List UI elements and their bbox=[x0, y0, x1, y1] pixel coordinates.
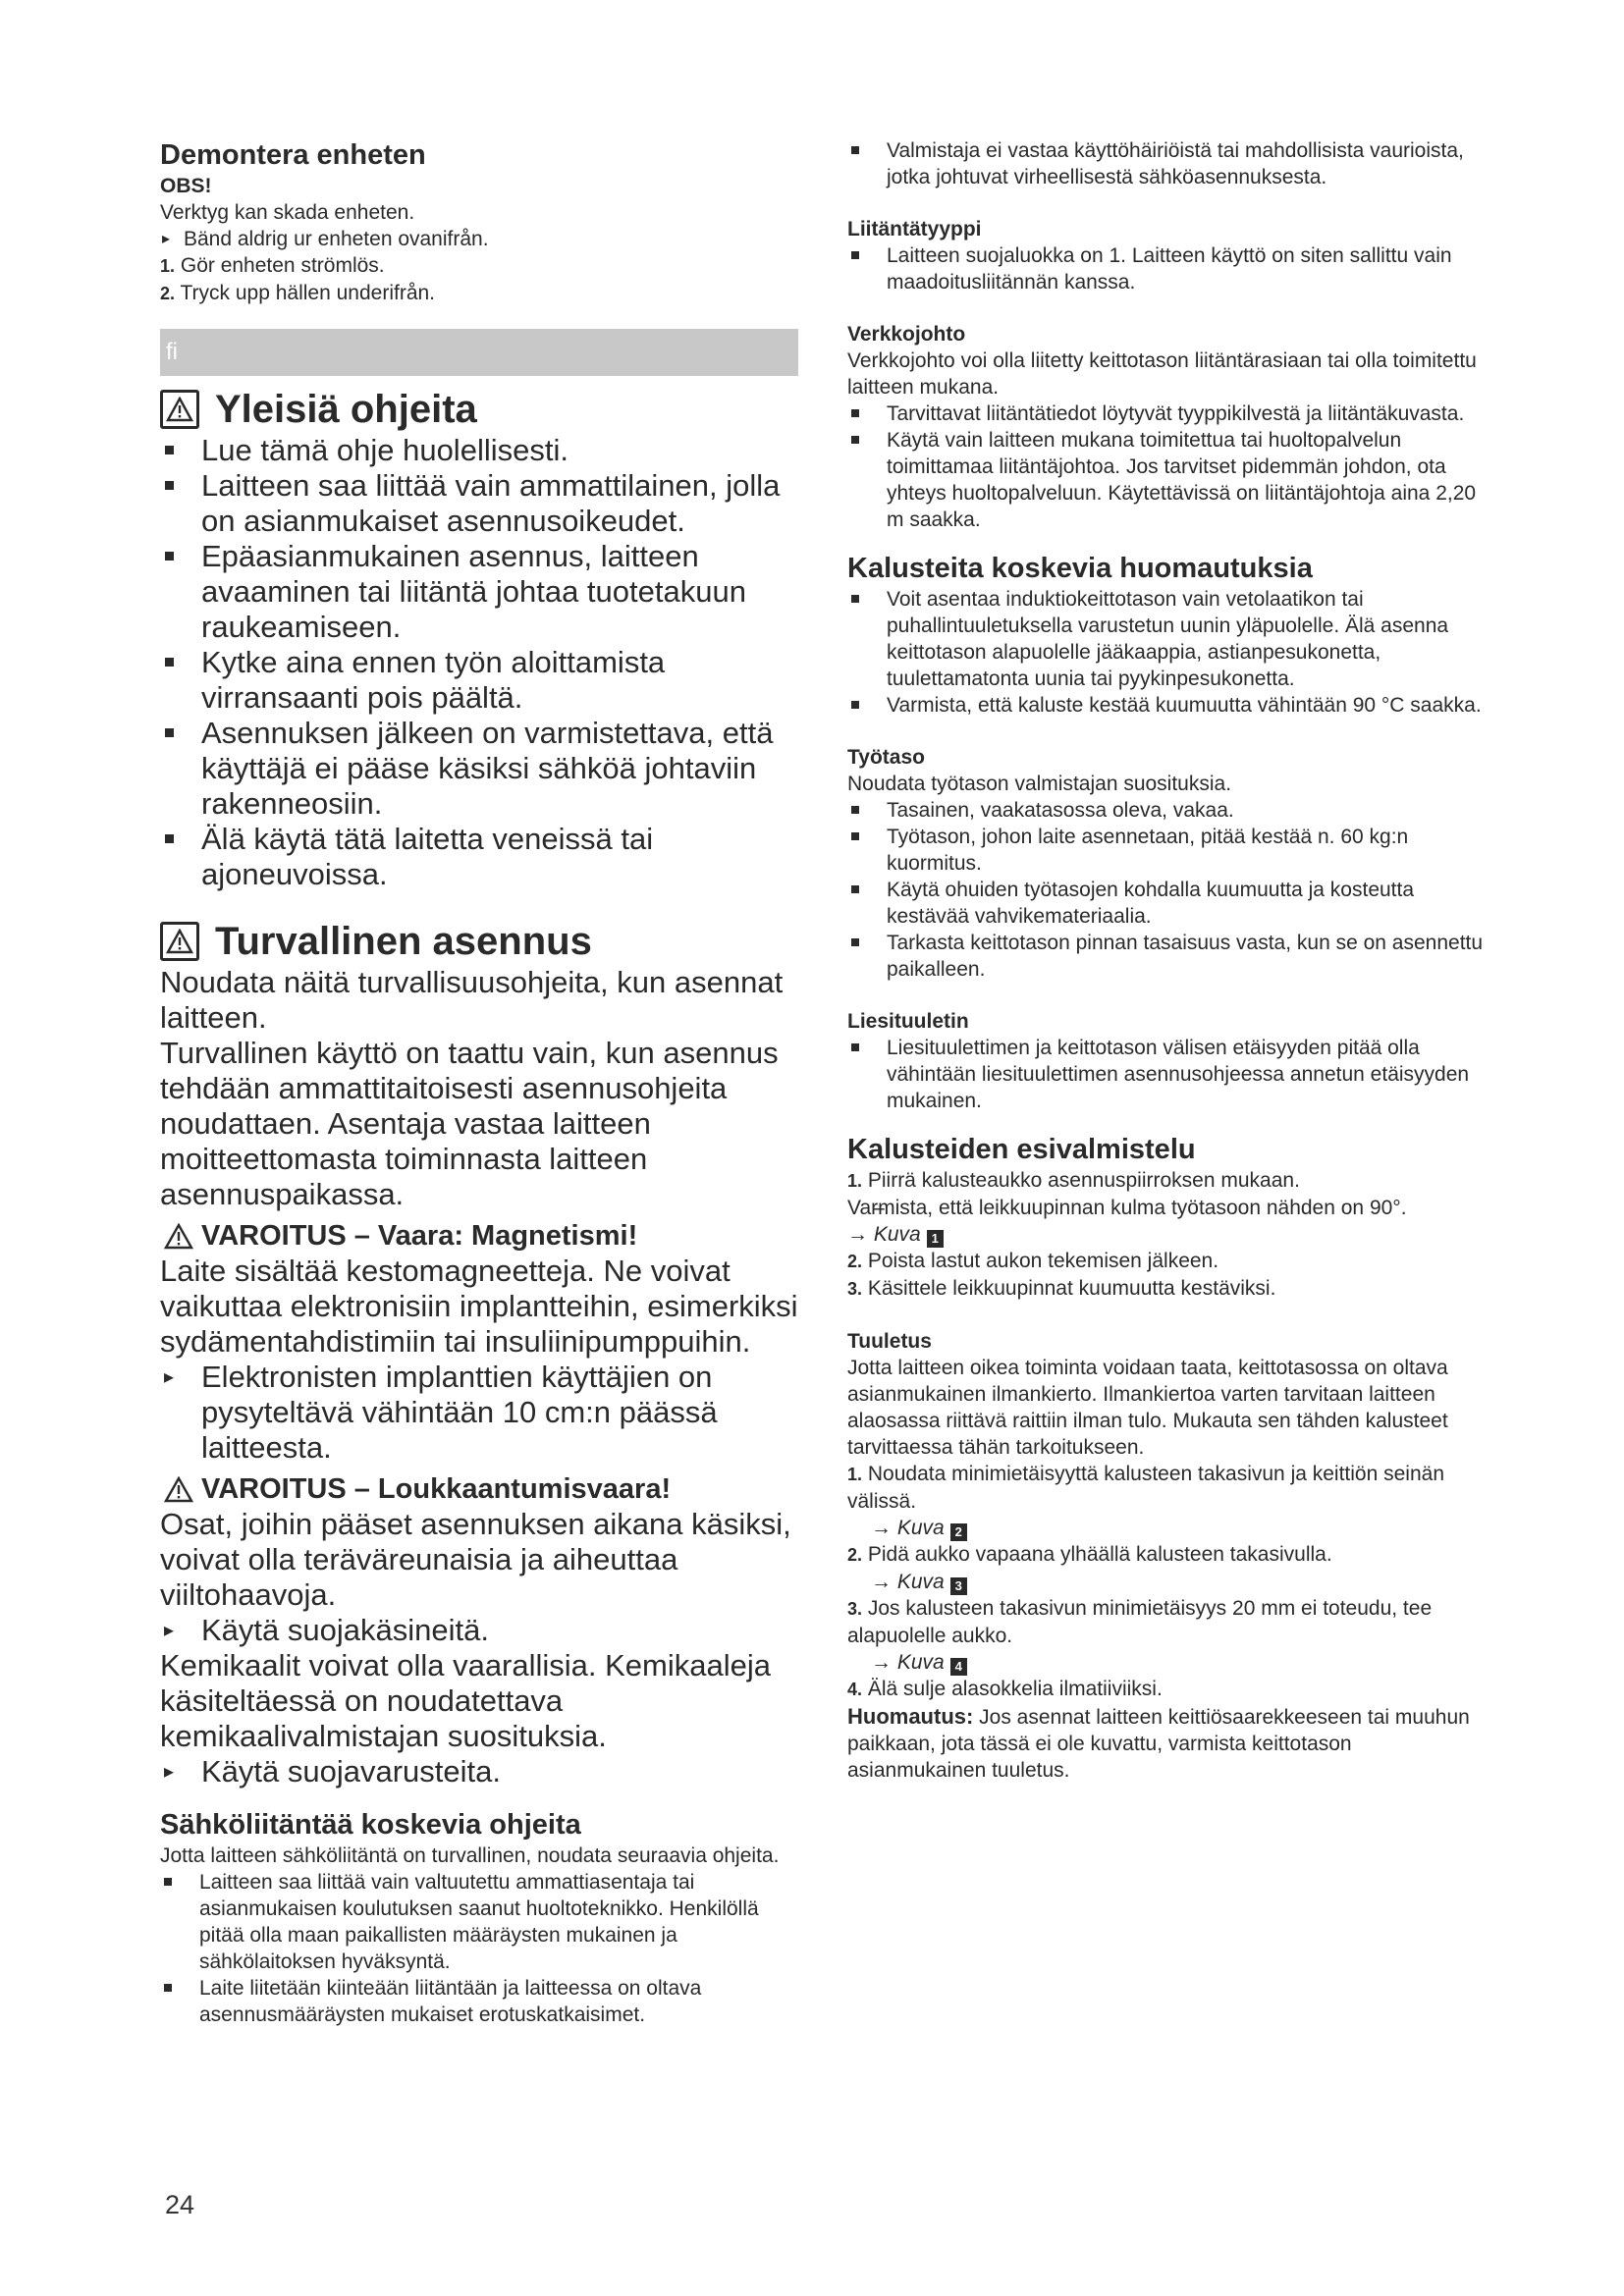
liitantatyyppi-list bbox=[847, 242, 1495, 295]
figure-reference bbox=[847, 1649, 1495, 1676]
warning-icon bbox=[160, 390, 199, 429]
liesituuletin-list bbox=[847, 1035, 1495, 1114]
turvallinen-paragraph-2: Turvallinen käyttö on taattu vain, kun asennus tehdään ammattitaitoisesti asennusohjeita noudattaen. Asentaja vastaa laitteen moitteettomasta toiminnasta laitteen asennuspaikassa. bbox=[160, 1036, 779, 1211]
warning-injury-bullets-1 bbox=[160, 1613, 798, 1648]
esivalmistelu-steps bbox=[847, 1167, 1495, 1303]
list-item bbox=[847, 1461, 1495, 1541]
warning-injury-bullets-2 bbox=[160, 1754, 798, 1789]
warning-magnetism-text: Laite sisältää kestomagneetteja. Ne voivat vaikuttaa elektronisiin implantteihin, esimerkiksi sydämentahdistimiin tai insuliinipumppuihin. bbox=[160, 1254, 798, 1359]
tuuletus-intro: Jotta laitteen oikea toiminta voidaan taata, keittotasossa on oltava asianmukainen ilmankierto. Ilmankiertoa varten tarvitaan laitteen alaosassa riittävä raittiin ilman tulo. Mukauta sen tähden kalusteet tarvittaessa tähän tarkoitukseen. bbox=[847, 1357, 1448, 1459]
list-item bbox=[160, 280, 798, 307]
turvallinen-heading: Turvallinen asennus bbox=[215, 920, 592, 963]
tuuletus-steps bbox=[847, 1461, 1495, 1703]
step-text: Käsittele leikkuupinnat kuumuutta kestäviksi. bbox=[867, 1277, 1276, 1300]
list-item: Laitteen suojaluokka on 1. Laitteen käyttö on siten sallittu vain maadoitusliitännän kanssa. bbox=[847, 242, 1495, 295]
step-text: Poista lastut aukon tekemisen jälkeen. bbox=[867, 1250, 1219, 1272]
warning-triangle-icon bbox=[164, 1223, 193, 1250]
warning-magnetism-row bbox=[160, 1218, 798, 1254]
figure-reference bbox=[847, 1515, 1495, 1541]
right-column bbox=[847, 137, 1495, 1784]
yleisia-heading: Yleisiä ohjeita bbox=[215, 388, 477, 431]
step-number: 1. bbox=[160, 256, 176, 276]
language-code: fi bbox=[166, 339, 178, 365]
figure-badge: 1 bbox=[927, 1230, 944, 1248]
language-bar bbox=[160, 329, 798, 376]
kalusteita-list bbox=[847, 586, 1495, 719]
list-item: ▸ Elektronisten implanttien käyttäjien on pysyteltävä vähintään 10 cm:n päässä laitteesta. bbox=[160, 1360, 798, 1466]
step-text: Jos kalusteen takasivun minimietäisyys 20 mm ei toteudu, tee alapuolelle aukko. bbox=[847, 1597, 1433, 1647]
warning-magnetism-title: VAROITUS – Vaara: Magnetismi! bbox=[201, 1220, 638, 1252]
list-item: Lue tämä ohje huolellisesti. bbox=[160, 433, 798, 468]
list-item: ▸ Käytä suojakäsineitä. bbox=[160, 1613, 798, 1648]
step-number: 1. bbox=[847, 1171, 863, 1191]
figure-badge: 4 bbox=[950, 1658, 967, 1676]
figure-badge: 2 bbox=[950, 1523, 967, 1541]
esivalmistelu-substeps bbox=[847, 1195, 1495, 1248]
liesituuletin-heading: Liesituuletin bbox=[847, 1010, 969, 1033]
list-item: Voit asentaa induktiokeittotason vain vetolaatikon tai puhallintuuletuksella varustetun uunin yläpuolelle. Älä asenna keittotason alapuolelle jääkaappia, astianpesukonetta, tuulettamatonta uunia tai pyykinpesukonetta. bbox=[847, 586, 1495, 692]
step-number: 3. bbox=[847, 1279, 863, 1299]
step-number: 2. bbox=[160, 284, 176, 303]
note-label: Huomautus: bbox=[847, 1704, 974, 1729]
list-item: Käytä ohuiden työtasojen kohdalla kuumuutta ja kosteutta kestävää vahvikemateriaalia. bbox=[847, 877, 1495, 930]
list-item bbox=[847, 1195, 1495, 1248]
obs-label: OBS! bbox=[160, 175, 212, 197]
list-item: Älä käytä tätä laitetta veneissä tai ajoneuvoissa. bbox=[160, 822, 798, 892]
step-text: Tryck upp hällen underifrån. bbox=[180, 282, 436, 304]
demontera-steps bbox=[160, 252, 798, 307]
sahko-intro: Jotta laitteen sähköliitäntä on turvallinen, noudata seuraavia ohjeita. bbox=[160, 1844, 780, 1867]
warning-magnetism-bullets bbox=[160, 1360, 798, 1466]
yleisia-heading-row bbox=[160, 386, 798, 433]
list-item: Liesituulettimen ja keittotason välisen etäisyyden pitää olla vähintään liesituulettimen asennusohjeessa annetun etäisyyden mukainen. bbox=[847, 1035, 1495, 1114]
section-demontera bbox=[160, 137, 798, 307]
tyotaso-intro: Noudata työtason valmistajan suosituksia. bbox=[847, 773, 1232, 795]
substep-text: Varmista, että leikkuupinnan kulma työtasoon nähden on 90°. bbox=[847, 1197, 1407, 1219]
tyotaso-list bbox=[847, 797, 1495, 983]
warning-injury-row bbox=[160, 1471, 798, 1507]
list-item: Asennuksen jälkeen on varmistettava, että käyttäjä ei pääse käsiksi sähköä johtaviin rakenneosiin. bbox=[160, 716, 798, 822]
step-text: Noudata minimietäisyyttä kalusteen takasivun ja keittiön seinän välissä. bbox=[847, 1463, 1445, 1513]
warning-injury-title: VAROITUS – Loukkaantumisvaara! bbox=[201, 1473, 672, 1505]
warning-triangle-icon bbox=[164, 1476, 193, 1503]
list-item: ▸ Käytä suojavarusteita. bbox=[160, 1754, 798, 1789]
figure-reference-text: → Kuva bbox=[871, 1651, 945, 1674]
list-item bbox=[847, 1676, 1495, 1703]
esivalmistelu-heading: Kalusteiden esivalmistelu bbox=[847, 1134, 1196, 1165]
obs-text: Verktyg kan skada enheten. bbox=[160, 201, 415, 224]
list-item: Valmistaja ei vastaa käyttöhäiriöistä tai mahdollisista vaurioista, jotka johtuvat virheellisestä sähköasennuksesta. bbox=[847, 137, 1495, 190]
verkkojohto-list bbox=[847, 400, 1495, 533]
left-column bbox=[160, 137, 798, 2028]
tuuletus-heading: Tuuletus bbox=[847, 1330, 932, 1353]
list-item: ▸ Bänd aldrig ur enheten ovanifrån. bbox=[160, 226, 798, 252]
list-item: Laite liitetään kiinteään liitäntään ja laitteessa on oltava asennusmääräysten mukaiset erotuskatkaisimet. bbox=[160, 1975, 798, 2028]
liitantatyyppi-heading: Liitäntätyyppi bbox=[847, 218, 982, 240]
list-item bbox=[847, 1167, 1495, 1248]
tyotaso-heading: Työtaso bbox=[847, 746, 925, 769]
list-item bbox=[847, 1248, 1495, 1275]
list-item: Epäasianmukainen asennus, laitteen avaaminen tai liitäntä johtaa tuotetakuun raukeamiseen. bbox=[160, 539, 798, 645]
step-text: Pidä aukko vapaana ylhäällä kalusteen takasivulla. bbox=[867, 1543, 1332, 1566]
manufacturer-liability-list bbox=[847, 137, 1495, 190]
figure-reference-text: → Kuva bbox=[871, 1517, 945, 1539]
step-number: 2. bbox=[847, 1252, 863, 1271]
warning-injury-text: Osat, joihin pääset asennuksen aikana käsiksi, voivat olla teräväreunaisia ja aiheuttaa viiltohaavoja. bbox=[160, 1507, 791, 1612]
warning-icon bbox=[160, 922, 199, 961]
list-item: Kytke aina ennen työn aloittamista virransaanti pois päältä. bbox=[160, 645, 798, 716]
step-text: Piirrä kalusteaukko asennuspiirroksen mukaan. bbox=[867, 1169, 1300, 1192]
list-item: Varmista, että kaluste kestää kuumuutta vähintään 90 °C saakka. bbox=[847, 692, 1495, 719]
kalusteita-heading: Kalusteita koskevia huomautuksia bbox=[847, 553, 1313, 584]
step-text: Älä sulje alasokkelia ilmatiiviiksi. bbox=[867, 1678, 1163, 1700]
turvallinen-paragraph-1: Noudata näitä turvallisuusohjeita, kun asennat laitteen. bbox=[160, 965, 784, 1035]
tuuletus-note bbox=[847, 1703, 1495, 1784]
list-item bbox=[847, 1541, 1495, 1595]
demontera-bullets bbox=[160, 226, 798, 252]
sahko-heading: Sähköliitäntää koskevia ohjeita bbox=[160, 1809, 581, 1841]
figure-badge: 3 bbox=[950, 1577, 967, 1595]
page-number: 24 bbox=[165, 2190, 195, 2219]
list-item: Laitteen saa liittää vain ammattilainen, jolla on asianmukaiset asennusoikeudet. bbox=[160, 468, 798, 539]
verkkojohto-intro: Verkkojohto voi olla liitetty keittotason liitäntärasiaan tai olla toimitettu laitteen mukana. bbox=[847, 349, 1477, 399]
step-number: 1. bbox=[847, 1465, 863, 1484]
figure-reference-text: → Kuva bbox=[847, 1223, 921, 1246]
verkkojohto-heading: Verkkojohto bbox=[847, 323, 966, 346]
list-item: Laitteen saa liittää vain valtuutettu ammattiasentaja tai asianmukaisen koulutuksen saanut huoltoteknikko. Henkilöllä pitää olla maan paikallisten määräysten mukainen ja sähkölaitoksen hyväksyntä. bbox=[160, 1869, 798, 1975]
list-item: Työtason, johon laite asennetaan, pitää kestää n. 60 kg:n kuormitus. bbox=[847, 824, 1495, 877]
sahko-list bbox=[160, 1869, 798, 2028]
list-item: Tarvittavat liitäntätiedot löytyvät tyyppikilvestä ja liitäntäkuvasta. bbox=[847, 400, 1495, 427]
step-number: 3. bbox=[847, 1599, 863, 1619]
figure-reference bbox=[847, 1221, 1495, 1248]
list-item bbox=[160, 252, 798, 280]
warning-chemicals-text: Kemikaalit voivat olla vaarallisia. Kemikaaleja käsiteltäessä on noudatettava kemikaalivalmistajan suosituksia. bbox=[160, 1648, 771, 1753]
step-text: Gör enheten strömlös. bbox=[180, 254, 385, 277]
step-number: 2. bbox=[847, 1545, 863, 1565]
list-item bbox=[847, 1595, 1495, 1676]
list-item: Käytä vain laitteen mukana toimitettua tai huoltopalvelun toimittamaa liitäntäjohtoa. Jos tarvitset pidemmän johdon, ota yhteys huoltopalveluun. Käytettävissä on liitäntäjohtoja aina 2,20 m saakka. bbox=[847, 427, 1495, 533]
turvallinen-heading-row bbox=[160, 918, 798, 965]
list-item: Tarkasta keittotason pinnan tasaisuus vasta, kun se on asennettu paikalleen. bbox=[847, 930, 1495, 983]
list-item bbox=[847, 1275, 1495, 1303]
note-text: Jos asennat laitteen keittiösaarekkeeseen tai muuhun paikkaan, jota tässä ei ole kuvattu, varmista keittotason asianmukainen tuuletus. bbox=[847, 1706, 1470, 1782]
figure-reference bbox=[847, 1569, 1495, 1595]
figure-reference-text: → Kuva bbox=[871, 1571, 945, 1593]
demontera-heading: Demontera enheten bbox=[160, 139, 426, 171]
step-number: 4. bbox=[847, 1680, 863, 1699]
yleisia-list bbox=[160, 433, 798, 892]
list-item: Tasainen, vaakatasossa oleva, vakaa. bbox=[847, 797, 1495, 824]
